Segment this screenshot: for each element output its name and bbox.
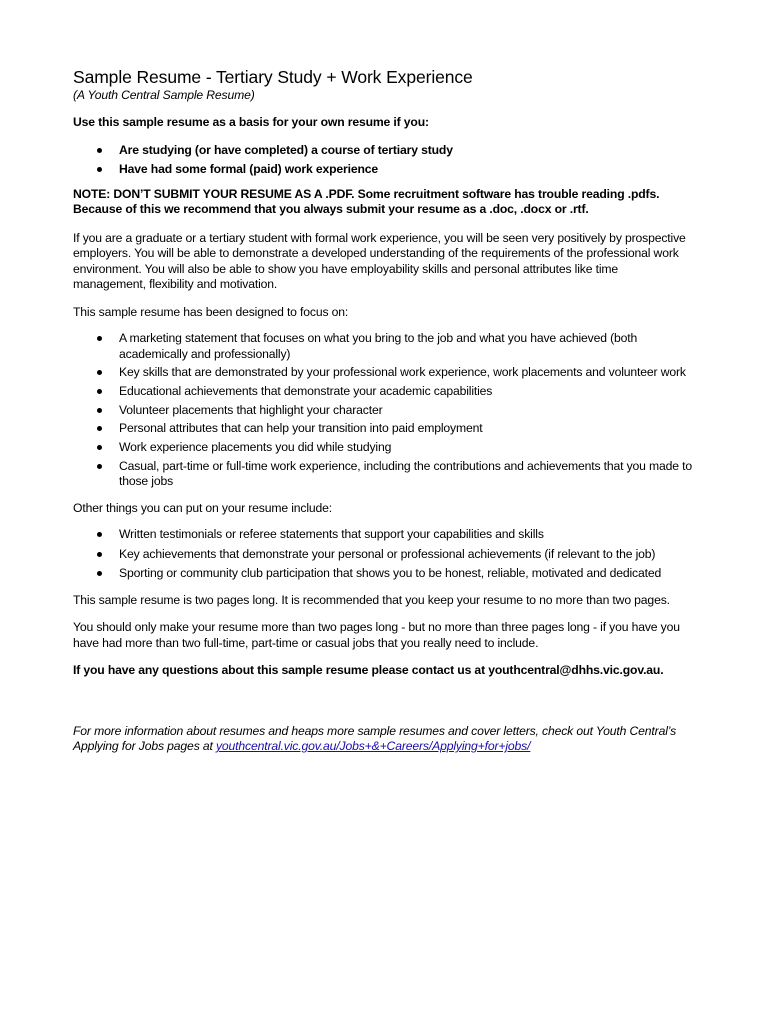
list-item (73, 547, 693, 563)
list-item-text: Key achievements that demonstrate your personal or professional achievements (if relevant to the job) (119, 546, 656, 561)
other-list (73, 527, 693, 582)
bullet-icon (97, 445, 102, 450)
list-item-text: Casual, part-time or full-time work experience, including the contributions and achievements that you made to those jobs (119, 458, 693, 489)
document-page (73, 66, 693, 767)
bullet-icon (97, 389, 102, 394)
list-item (73, 403, 693, 419)
bullet-icon (97, 148, 102, 153)
more-info-text: For more information about resumes and heaps more sample resumes and cover letters, check out Youth Central’s Applying for Jobs pages at (73, 723, 677, 754)
list-item-text: Are studying (or have completed) a course of tertiary study (119, 143, 453, 157)
list-item-text: Educational achievements that demonstrate your academic capabilities (119, 383, 493, 398)
bullet-icon (97, 464, 102, 469)
intro-statement: Use this sample resume as a basis for your own resume if you: (73, 114, 429, 129)
list-item (73, 365, 693, 381)
list-item (73, 143, 693, 159)
list-item-text: Personal attributes that can help your transition into paid employment (119, 421, 483, 436)
pdf-warning: NOTE: DON’T SUBMIT YOUR RESUME AS A .PDF. Some recruitment software has trouble reading .pdfs. Because of this we recommend that you always submit your resume as a .doc, .docx or .rtf. (73, 186, 660, 216)
other-intro: Other things you can put on your resume include: (73, 500, 333, 515)
list-item-text: Volunteer placements that highlight your character (119, 402, 383, 417)
list-item-text: Have had some formal (paid) work experience (119, 162, 379, 176)
more-info-paragraph (73, 724, 693, 755)
bullet-icon (97, 532, 102, 537)
bullet-icon (97, 571, 102, 576)
applying-for-jobs-link[interactable]: youthcentral.vic.gov.au/Jobs+&+Careers/Applying+for+jobs/ (215, 739, 531, 754)
bullet-icon (97, 370, 102, 375)
list-item (73, 331, 693, 362)
list-item-text: Key skills that are demonstrated by your professional work experience, work placements and volunteer work (119, 365, 686, 380)
criteria-list (73, 143, 693, 178)
bullet-icon (97, 336, 102, 341)
document-title: Sample Resume - Tertiary Study + Work Experience (73, 67, 473, 87)
document-subtitle: (A Youth Central Sample Resume) (73, 88, 255, 102)
list-item-text: Written testimonials or referee statements that support your capabilities and skills (119, 527, 544, 542)
list-item (73, 527, 693, 543)
list-item (73, 440, 693, 456)
list-item (73, 421, 693, 437)
list-item-text: A marketing statement that focuses on what you bring to the job and what you have achieved (both academically and professionally) (119, 331, 638, 361)
bullet-icon (97, 167, 102, 172)
list-item (73, 566, 693, 582)
contact-statement: If you have any questions about this sample resume please contact us at youthcentral@dhhs.vic.gov.au. (73, 663, 664, 678)
bullet-icon (97, 552, 102, 557)
list-item (73, 384, 693, 400)
bullet-icon (97, 408, 102, 413)
list-item-text: Sporting or community club participation that shows you to be honest, reliable, motivated and dedicated (119, 566, 662, 581)
longer-resume-paragraph: You should only make your resume more than two pages long - but no more than three pages long - if you have you have had more than two full-time, part-time or casual jobs that you really need to include. (73, 620, 680, 650)
length-paragraph: This sample resume is two pages long. It is recommended that you keep your resume to no more than two pages. (73, 592, 670, 607)
graduate-paragraph: If you are a graduate or a tertiary student with formal work experience, you will be seen very positively by prospective employers. You will be able to demonstrate a developed understanding of the requirements of the professional work environment. You will also be able to show you have employability skills and personal attributes like time management, flexibility and motivation. (73, 230, 686, 291)
focus-intro: This sample resume has been designed to focus on: (73, 304, 349, 319)
list-item (73, 459, 693, 490)
list-item-text: Work experience placements you did while studying (119, 439, 392, 454)
bullet-icon (97, 426, 102, 431)
list-item (73, 162, 693, 178)
focus-list (73, 331, 693, 490)
